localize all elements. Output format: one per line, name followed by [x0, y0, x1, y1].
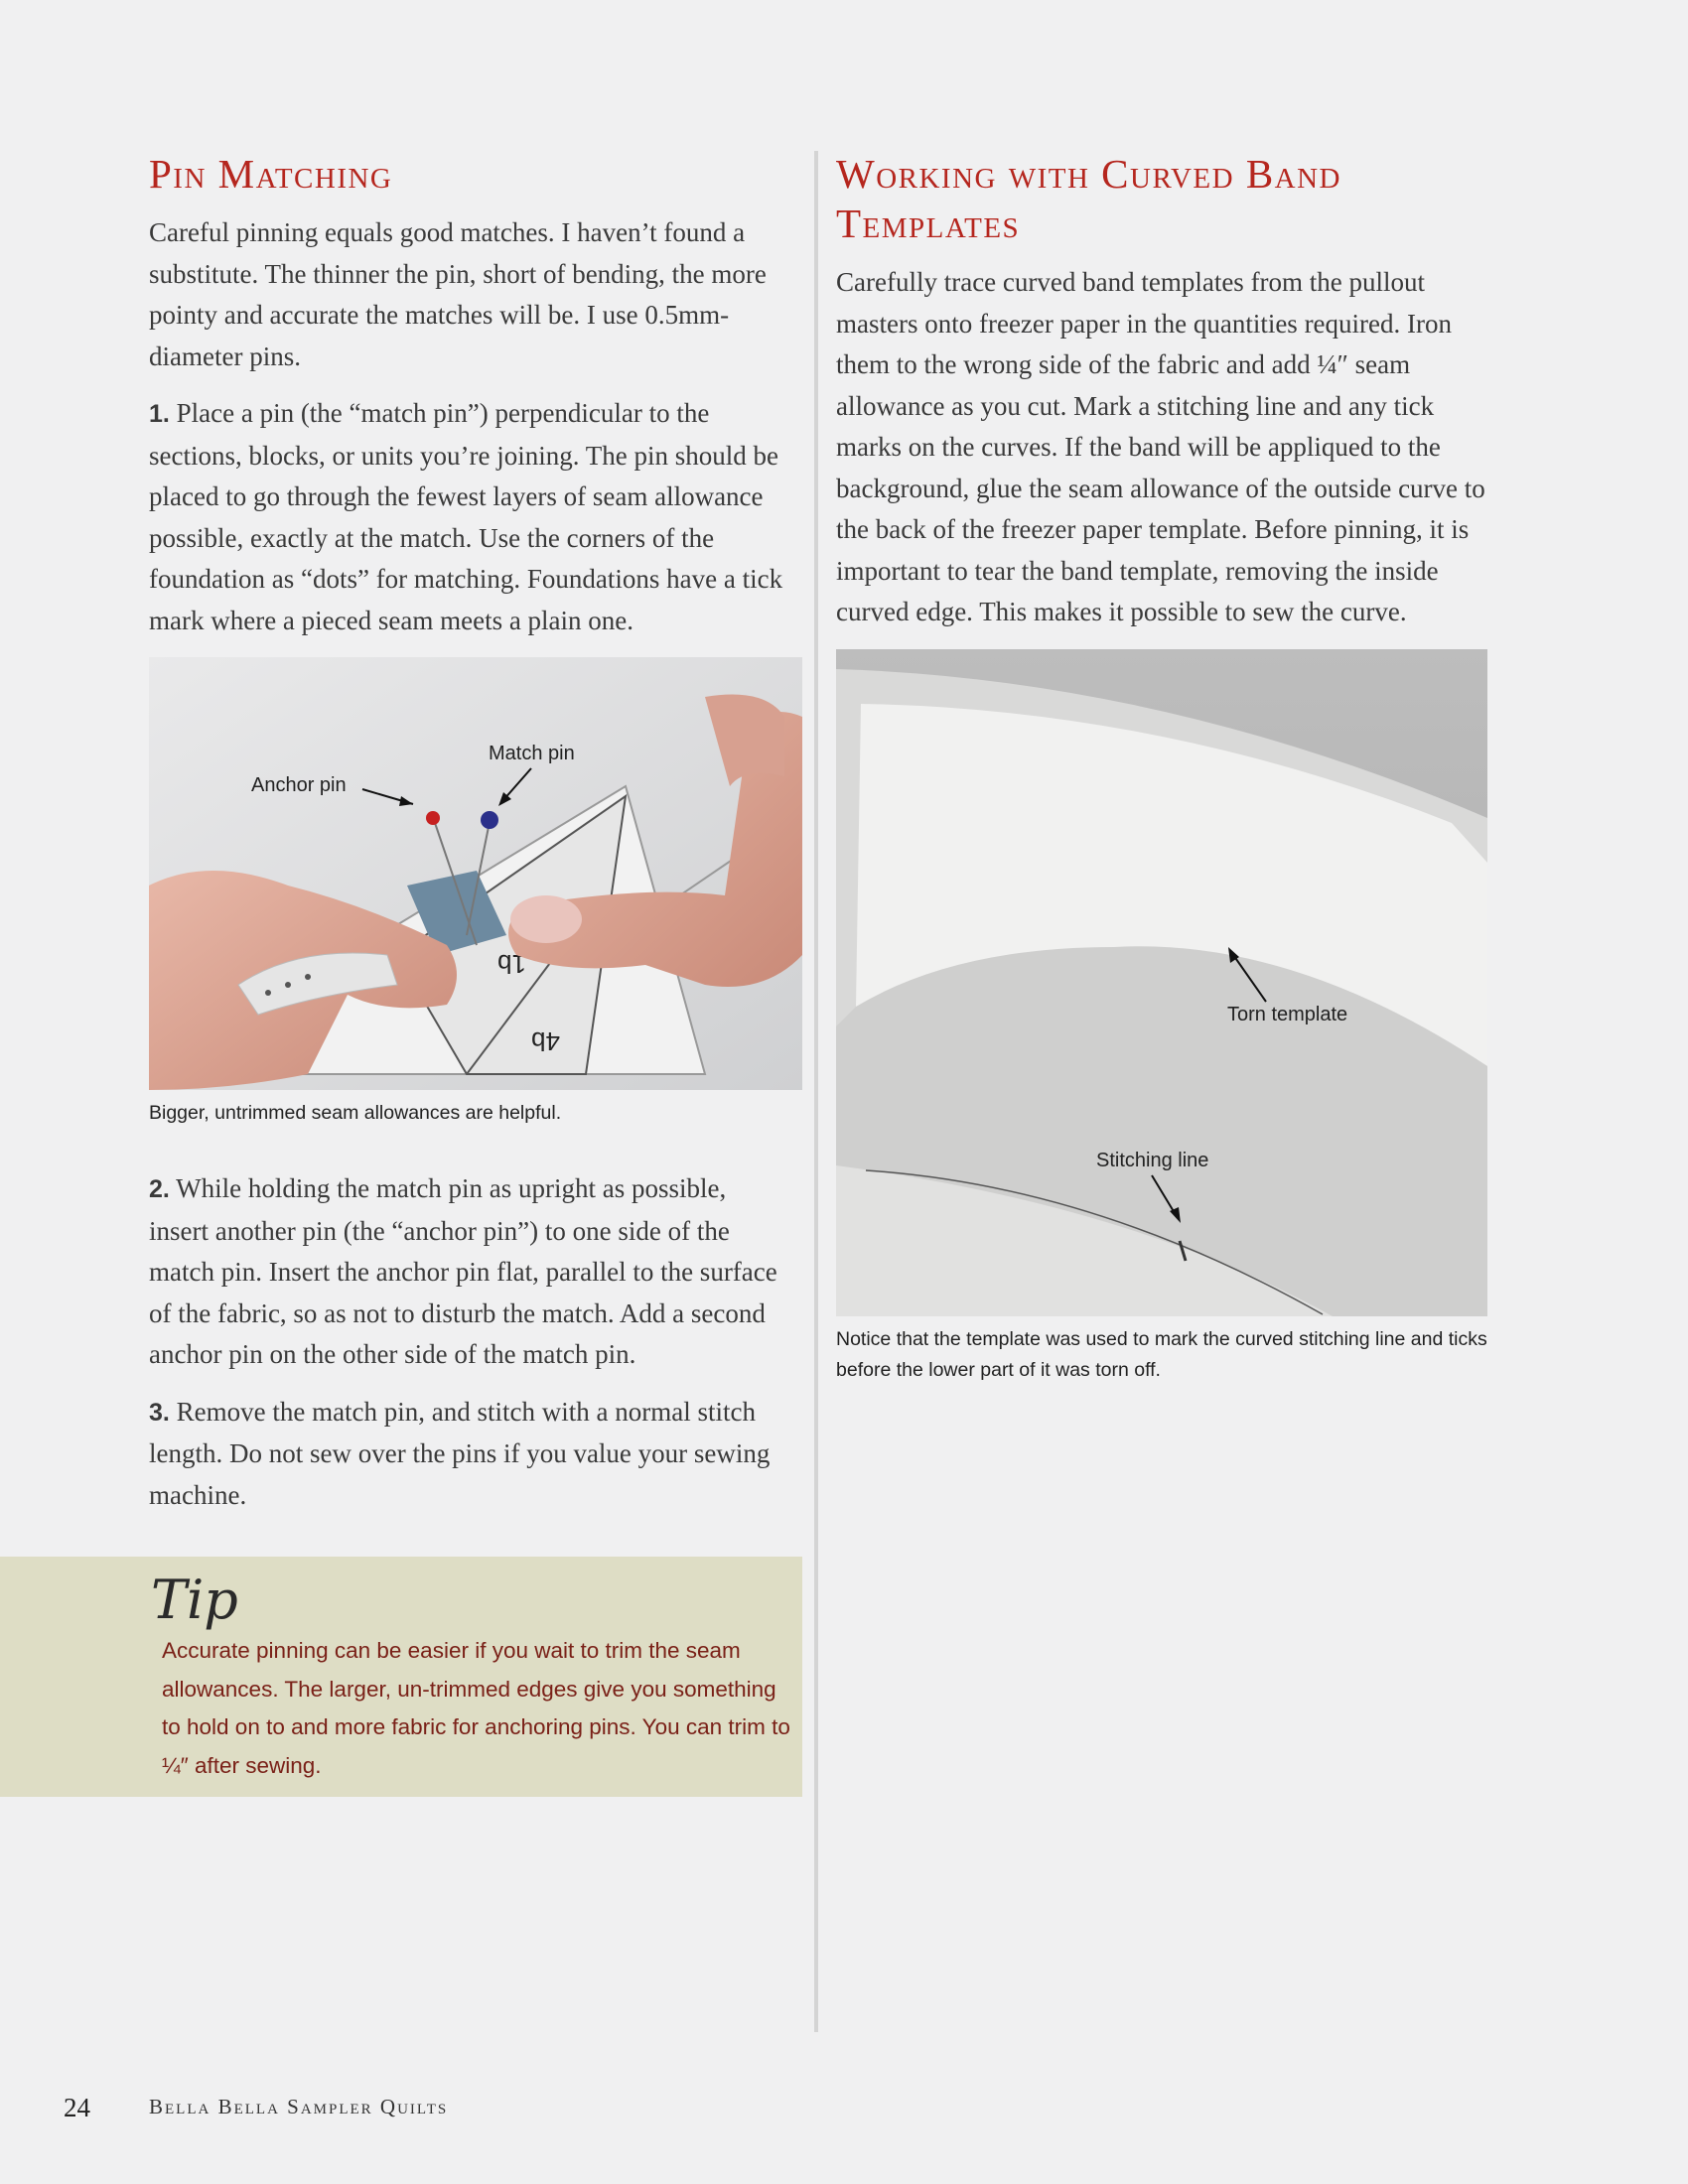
foundation-label-1b: 1b	[497, 949, 526, 979]
step-text: Remove the match pin, and stitch with a normal stitch length. Do not sew over the pins if you value your sewing machine.	[149, 1396, 771, 1510]
curved-band-paragraph: Carefully trace curved band templates from the pullout masters onto freezer paper in the quantities required. Iron them to the wrong side of the fabric and add ¼″ seam allowance as you cut. Mark a stitching line and any tick marks on the curves. If the band will be appliqued to the background, glue the seam allowance of the outside curve to the back of the freezer paper template. Before pinning, it is important to tear the band template, removing the inside curved edge. This makes it possible to sew the curve.	[836, 267, 1485, 626]
torn-template-label: Torn template	[1227, 1003, 1348, 1025]
pin-matching-photo	[149, 657, 802, 1090]
step-2	[149, 1168, 784, 1376]
section-heading-curved-band: Working with Curved Band Templates	[836, 151, 1341, 246]
section-heading-pin-matching: Pin Matching	[149, 151, 393, 197]
tip-box	[0, 1557, 802, 1797]
right-column	[836, 149, 1491, 1386]
page-number: 24	[64, 2093, 90, 2122]
photo-caption-left: Bigger, untrimmed seam allowances are helpful.	[149, 1102, 562, 1124]
tip-text: Accurate pinning can be easier if you wait to trim the seam allowances. The larger, un-trimmed edges give you something to hold on to and more fabric for anchoring pins. You can trim to ¼″ after sewing.	[162, 1638, 790, 1778]
step-text: Place a pin (the “match pin”) perpendicular to the sections, blocks, or units you’re joining. The pin should be placed to go through the fewest layers of seam allowance possible, exactly at the match. Use the corners of the foundation as “dots” for matching. Foundations have a tick mark where a pieced seam meets a plain one.	[149, 398, 783, 635]
step-text: While holding the match pin as upright as possible, insert another pin (the “anchor pin”) to one side of the match pin. Insert the anchor pin flat, parallel to the surface of the fabric, so as not to disturb the match. Add a second anchor pin on the other side of the match pin.	[149, 1173, 777, 1369]
step-number: 1.	[149, 400, 170, 428]
running-title: Bella Bella Sampler Quilts	[149, 2095, 449, 2118]
step-3	[149, 1392, 784, 1517]
foundation-label-4b: 4b	[531, 1026, 560, 1056]
anchor-pin-label: Anchor pin	[251, 774, 347, 796]
column-divider	[814, 151, 818, 2032]
left-column	[149, 149, 784, 1532]
step-number: 3.	[149, 1398, 170, 1427]
tip-title: Tip	[151, 1569, 238, 1631]
intro-paragraph: Careful pinning equals good matches. I haven’t found a substitute. The thinner the pin, short of bending, the more pointy and accurate the matches will be. I use 0.5mm-diameter pins.	[149, 217, 767, 371]
stitching-line-label: Stitching line	[1096, 1149, 1209, 1171]
curved-band-photo	[836, 649, 1487, 1316]
step-1	[149, 393, 784, 641]
callout-arrows	[836, 649, 1487, 1316]
photo-caption-right: Notice that the template was used to mark the curved stitching line and ticks before the lower part of it was torn off.	[836, 1327, 1487, 1381]
step-number: 2.	[149, 1175, 170, 1203]
match-pin-label: Match pin	[489, 743, 575, 764]
callout-arrows	[149, 657, 802, 1090]
